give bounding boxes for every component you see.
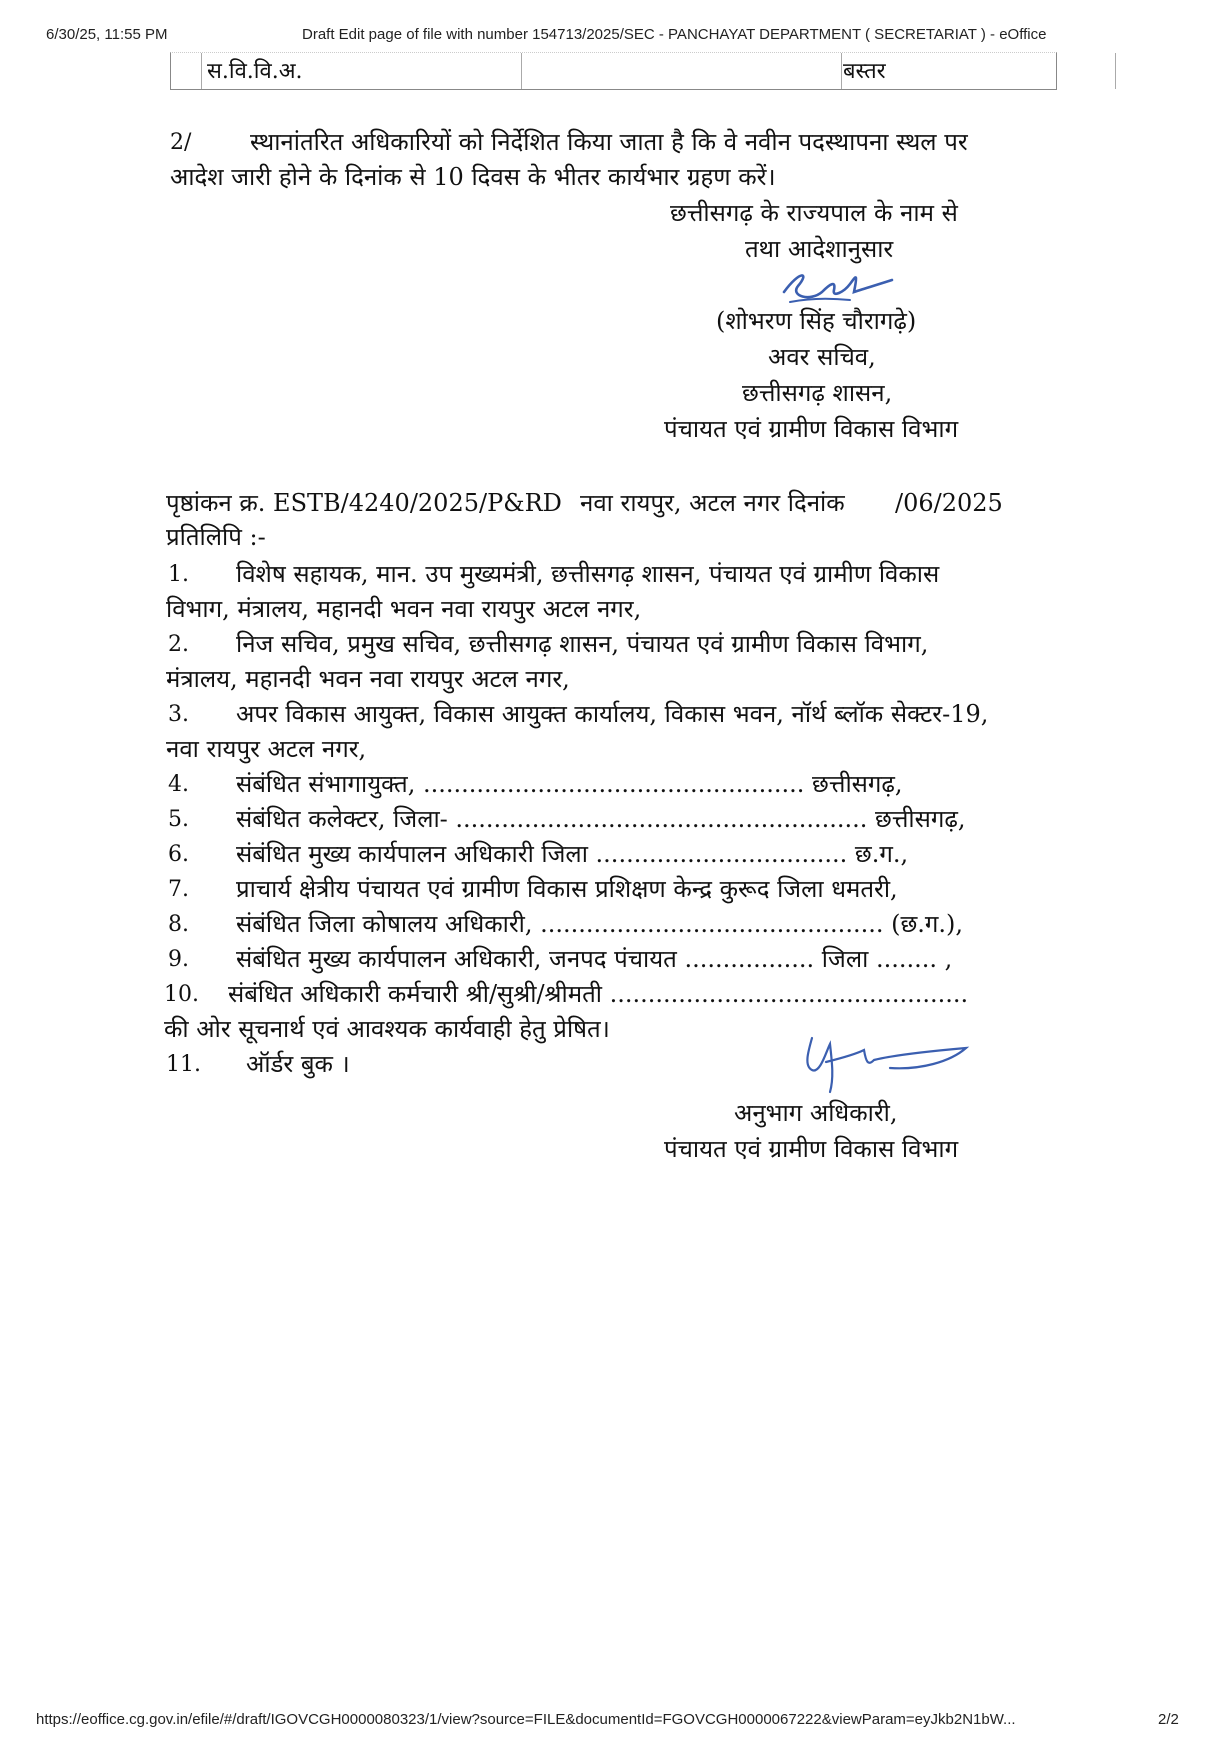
forward-line: की ओर सूचनार्थ एवं आवश्यक कार्यवाही हेतु प्रेषित। bbox=[164, 1015, 610, 1043]
item-11-num: 11. bbox=[166, 1052, 201, 1077]
para-number: 2/ bbox=[170, 130, 192, 155]
district-text: बस्तर bbox=[843, 59, 886, 84]
print-url: https://eoffice.cg.gov.in/efile/#/draft/IGOVCGH0000080323/1/view?source=FILE&documentId=FGOVCGH0000067222&viewParam=eyJkb2N1bW... bbox=[36, 1711, 1016, 1728]
copy-num-5: 5. bbox=[168, 807, 189, 832]
copy-label: प्रतिलिपि :- bbox=[166, 523, 266, 551]
signature-image-section-officer bbox=[790, 1022, 980, 1102]
endorsement-ref: पृष्ठांकन क्र. ESTB/4240/2025/P&RD bbox=[166, 489, 562, 517]
endorsement-place-date: नवा रायपुर, अटल नगर दिनांक bbox=[580, 489, 845, 517]
print-title: Draft Edit page of file with number 154713/2025/SEC - PANCHAYAT DEPARTMENT ( SECRETARIAT ) - eOffice bbox=[302, 26, 1047, 43]
para2-line2: आदेश जारी होने के दिनांक से 10 दिवस के भीतर कार्यभार ग्रहण करें। bbox=[170, 163, 776, 191]
copy-3-line1: अपर विकास आयुक्त, विकास आयुक्त कार्यालय, विकास भवन, नॉर्थ ब्लॉक सेक्टर-19, bbox=[236, 700, 989, 728]
copy-7-line1: प्राचार्य क्षेत्रीय पंचायत एवं ग्रामीण विकास प्रशिक्षण केन्द्र कुरूद जिला धमतरी, bbox=[236, 875, 898, 903]
table-cell-district bbox=[841, 53, 1116, 89]
copy-num-2: 2. bbox=[168, 632, 189, 657]
designation-text: स.वि.वि.अ. bbox=[207, 59, 303, 84]
copy-num-9: 9. bbox=[168, 947, 189, 972]
print-header bbox=[0, 26, 1228, 50]
table-cell-empty bbox=[171, 53, 202, 89]
copy-num-6: 6. bbox=[168, 842, 189, 867]
signature-image-under-secretary bbox=[770, 262, 900, 310]
copy-num-4: 4. bbox=[168, 772, 189, 797]
print-page-number: 2/2 bbox=[1158, 1711, 1179, 1728]
item-11-text: ऑर्डर बुक । bbox=[246, 1050, 350, 1078]
transfer-table-fragment bbox=[170, 52, 1057, 90]
print-timestamp: 6/30/25, 11:55 PM bbox=[46, 26, 168, 43]
copy-1-line1: विशेष सहायक, मान. उप मुख्यमंत्री, छत्तीसगढ़ शासन, पंचायत एवं ग्रामीण विकास bbox=[236, 560, 940, 588]
section-officer-designation: अनुभाग अधिकारी, bbox=[734, 1099, 898, 1127]
copy-8-line1: संबंधित जिला कोषालय अधिकारी, ............................................. (छ.ग.), bbox=[236, 910, 964, 938]
copy-9-line1: संबंधित मुख्य कार्यपालन अधिकारी, जनपद पंचायत ................. जिला ........ , bbox=[236, 945, 953, 973]
table-cell-designation bbox=[201, 53, 522, 89]
copy-10-line1: संबंधित अधिकारी कर्मचारी श्री/सुश्री/श्रीमती ............................................... bbox=[228, 980, 969, 1008]
order-authority-line1: छत्तीसगढ़ के राज्यपाल के नाम से bbox=[670, 199, 958, 227]
copy-1-line2: विभाग, मंत्रालय, महानदी भवन नवा रायपुर अटल नगर, bbox=[166, 595, 642, 623]
section-officer-department: पंचायत एवं ग्रामीण विकास विभाग bbox=[664, 1135, 959, 1163]
signatory-designation: अवर सचिव, bbox=[768, 343, 876, 371]
print-footer bbox=[0, 1711, 1228, 1735]
copy-2-line2: मंत्रालय, महानदी भवन नवा रायपुर अटल नगर, bbox=[166, 665, 570, 693]
copy-num-10: 10. bbox=[164, 982, 199, 1007]
para2-line1: स्थानांतरित अधिकारियों को निर्देशित किया जाता है कि वे नवीन पदस्थापना स्थल पर bbox=[250, 128, 968, 156]
signatory-government: छत्तीसगढ़ शासन, bbox=[742, 379, 893, 407]
copy-2-line1: निज सचिव, प्रमुख सचिव, छत्तीसगढ़ शासन, पंचायत एवं ग्रामीण विकास विभाग, bbox=[236, 630, 929, 658]
copy-3-line2: नवा रायपुर अटल नगर, bbox=[166, 735, 367, 763]
copy-num-1: 1. bbox=[168, 562, 189, 587]
copy-5-line1: संबंधित कलेक्टर, जिला- ...................................................... छत्तीसगढ़, bbox=[236, 805, 966, 833]
order-authority-line2: तथा आदेशानुसार bbox=[745, 235, 894, 263]
signatory-name: (शोभरण सिंह चौरागढ़े) bbox=[716, 307, 917, 335]
signatory-department: पंचायत एवं ग्रामीण विकास विभाग bbox=[664, 415, 959, 443]
endorsement-date: /06/2025 bbox=[895, 489, 1003, 517]
copy-num-7: 7. bbox=[168, 877, 189, 902]
table-cell-empty-2 bbox=[521, 53, 842, 89]
copy-num-8: 8. bbox=[168, 912, 189, 937]
copy-6-line1: संबंधित मुख्य कार्यपालन अधिकारी जिला ................................. छ.ग., bbox=[236, 840, 909, 868]
copy-4-line1: संबंधित संभागायुक्त, .................................................. छत्तीसगढ़, bbox=[236, 770, 903, 798]
copy-num-3: 3. bbox=[168, 702, 189, 727]
